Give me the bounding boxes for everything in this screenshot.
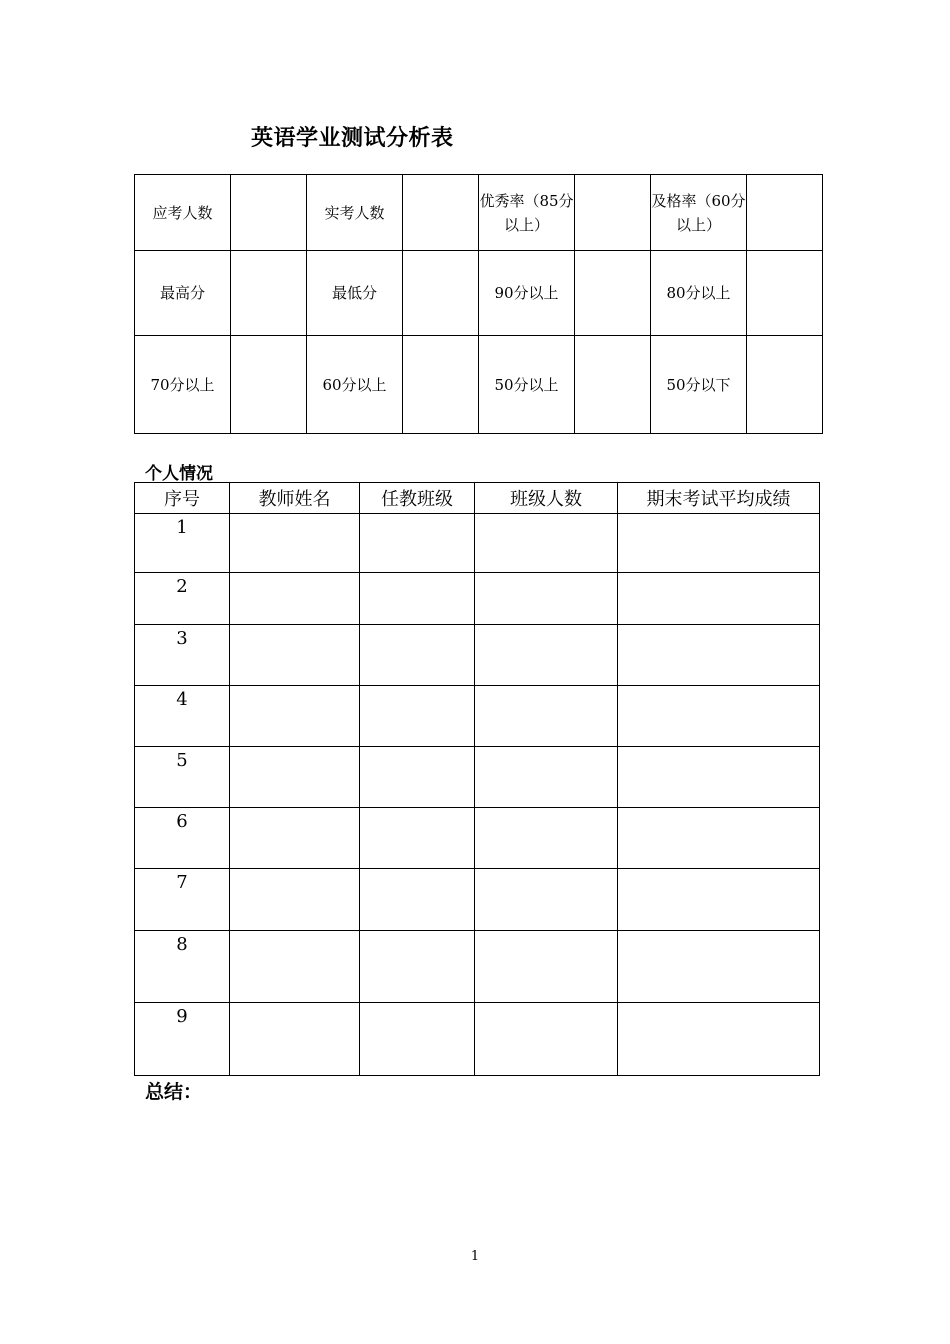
column-header: 教师姓名: [230, 483, 360, 514]
stats-value-cell: [403, 251, 479, 336]
stats-label-cell: 50分以下: [651, 336, 747, 434]
table-cell: [230, 869, 360, 931]
table-row: [135, 747, 820, 808]
table-cell: [618, 573, 820, 625]
stats-label-cell: 80分以上: [651, 251, 747, 336]
stats-label-cell: 60分以上: [307, 336, 403, 434]
table-header-row: [135, 483, 820, 514]
table-cell: [618, 869, 820, 931]
stats-label-cell: 70分以上: [135, 336, 231, 434]
row-number: 5: [135, 747, 230, 808]
page-number: 1: [470, 1249, 480, 1264]
table-cell: [475, 1003, 618, 1076]
table-cell: [618, 625, 820, 686]
stats-value-cell: [747, 336, 823, 434]
table-cell: [475, 931, 618, 1003]
table-cell: [360, 869, 475, 931]
stats-label-cell: 最高分: [135, 251, 231, 336]
table-cell: [475, 747, 618, 808]
table-cell: [360, 686, 475, 747]
table-row: [135, 625, 820, 686]
table-cell: [230, 808, 360, 869]
table-cell: [360, 747, 475, 808]
stats-label-cell: 及格率（60分以上）: [651, 175, 747, 251]
column-header: 序号: [135, 483, 230, 514]
row-number: 1: [135, 514, 230, 573]
table-cell: [618, 747, 820, 808]
section-title: 个人情况: [145, 464, 213, 484]
stats-label-cell: 优秀率（85分以上）: [479, 175, 575, 251]
stats-value-cell: [747, 251, 823, 336]
table-cell: [230, 931, 360, 1003]
table-row: [135, 686, 820, 747]
stats-row: [135, 175, 823, 251]
row-number: 2: [135, 573, 230, 625]
table-cell: [618, 514, 820, 573]
table-cell: [475, 514, 618, 573]
table-cell: [360, 808, 475, 869]
table-cell: [230, 625, 360, 686]
stats-row: [135, 251, 823, 336]
stats-value-cell: [231, 175, 307, 251]
table-cell: [230, 573, 360, 625]
stats-label-cell: 实考人数: [307, 175, 403, 251]
table-cell: [360, 514, 475, 573]
table-cell: [230, 747, 360, 808]
stats-value-cell: [231, 336, 307, 434]
table-cell: [475, 573, 618, 625]
table-cell: [230, 514, 360, 573]
table-cell: [475, 625, 618, 686]
table-cell: [618, 931, 820, 1003]
stats-label-cell: 50分以上: [479, 336, 575, 434]
table-cell: [230, 686, 360, 747]
table-cell: [360, 931, 475, 1003]
document-title: 英语学业测试分析表: [251, 126, 454, 151]
row-number: 4: [135, 686, 230, 747]
column-header: 期末考试平均成绩: [618, 483, 820, 514]
stats-value-cell: [747, 175, 823, 251]
table-row: [135, 1003, 820, 1076]
stats-label-cell: 90分以上: [479, 251, 575, 336]
table-row: [135, 869, 820, 931]
table-row: [135, 808, 820, 869]
stats-label-cell: 应考人数: [135, 175, 231, 251]
stats-label-cell: 最低分: [307, 251, 403, 336]
table-cell: [618, 1003, 820, 1076]
table-cell: [360, 1003, 475, 1076]
column-header: 任教班级: [360, 483, 475, 514]
row-number: 7: [135, 869, 230, 931]
table-cell: [475, 808, 618, 869]
stats-value-cell: [231, 251, 307, 336]
table-row: [135, 573, 820, 625]
row-number: 9: [135, 1003, 230, 1076]
stats-value-cell: [575, 251, 651, 336]
stats-value-cell: [403, 336, 479, 434]
table-cell: [618, 686, 820, 747]
table-row: [135, 931, 820, 1003]
stats-value-cell: [403, 175, 479, 251]
table-cell: [618, 808, 820, 869]
stats-row: [135, 336, 823, 434]
table-cell: [230, 1003, 360, 1076]
column-header: 班级人数: [475, 483, 618, 514]
stats-table: [134, 174, 823, 434]
table-cell: [360, 625, 475, 686]
stats-value-cell: [575, 175, 651, 251]
row-number: 3: [135, 625, 230, 686]
row-number: 8: [135, 931, 230, 1003]
row-number: 6: [135, 808, 230, 869]
person-table: [134, 482, 820, 1076]
stats-value-cell: [575, 336, 651, 434]
table-cell: [360, 573, 475, 625]
summary-label: 总结：: [145, 1081, 203, 1103]
table-row: [135, 514, 820, 573]
table-cell: [475, 869, 618, 931]
table-cell: [475, 686, 618, 747]
